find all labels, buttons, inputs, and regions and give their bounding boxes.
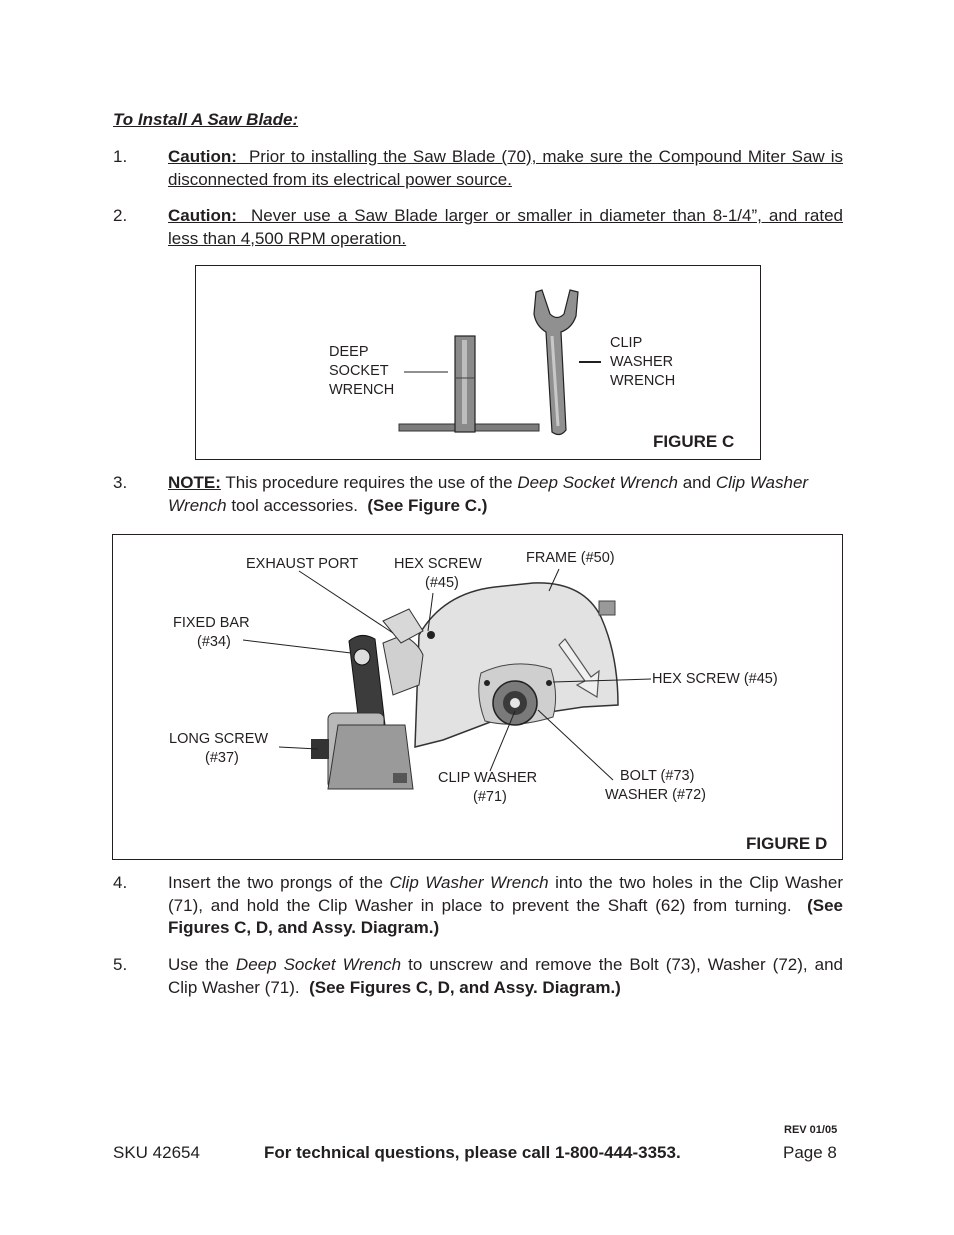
figure-d [112, 534, 843, 860]
figure-c-illustration [196, 266, 760, 459]
step-text-part: and [682, 473, 712, 492]
label-long-screw-1: LONG SCREW [169, 731, 269, 747]
clip-washer-wrench-icon [534, 290, 578, 435]
section-title: To Install A Saw Blade: [113, 110, 299, 129]
footer-page-number: Page 8 [783, 1143, 837, 1162]
label-fixed-bar-2: (#34) [197, 634, 231, 650]
step-text-part: into the two holes in the Clip Washer (71), and hold the Clip Washer in place to prevent the Shaft (62) from turning. [168, 873, 843, 915]
step-number: 5. [113, 955, 128, 974]
label-clip-washer-2: (#71) [473, 789, 507, 805]
label-hex-screw-right: HEX SCREW (#45) [652, 671, 778, 687]
figure-c-title: FIGURE C [653, 432, 735, 451]
label-clip-washer-2: WASHER [610, 354, 674, 370]
label-exhaust-port: EXHAUST PORT [246, 556, 359, 572]
step-number: 2. [113, 206, 128, 225]
caution-label: Caution: [168, 147, 237, 166]
step-text-part: to unscrew and remove the Bolt (73), Washer (72), and Clip Washer (71). [168, 955, 843, 997]
deep-socket-wrench-icon [399, 336, 539, 432]
caution-label: Caution: [168, 206, 237, 225]
step-text [168, 954, 843, 999]
tool-name: Deep Socket Wrench [517, 473, 678, 492]
caution-text: Never use a Saw Blade larger or smaller in diameter than 8-1/4”, and rated less than 4,500 RPM operation. [168, 206, 843, 248]
step-text-part: Use the [168, 955, 229, 974]
figure-d-illustration [113, 535, 842, 859]
label-clip-washer-1: CLIP WASHER [438, 770, 538, 786]
footer-phone: For technical questions, please call 1-800-444-3353. [264, 1143, 681, 1162]
caution-text: Prior to installing the Saw Blade (70), make sure the Compound Miter Saw is disconnected from its electrical power source. [168, 147, 843, 189]
label-clip-washer-3: WRENCH [610, 373, 676, 389]
tool-name: Clip Washer Wrench [389, 873, 549, 892]
label-deep-socket-2: SOCKET [329, 363, 389, 379]
note-label: NOTE: [168, 473, 221, 492]
step-text-part: This procedure requires the use of the [225, 473, 513, 492]
label-washer: WASHER (#72) [605, 787, 706, 803]
label-fixed-bar-1: FIXED BAR [173, 615, 250, 631]
saw-head-icon [311, 583, 618, 789]
label-bolt: BOLT (#73) [620, 768, 695, 784]
step-text [168, 146, 843, 191]
tool-name: Deep Socket Wrench [235, 955, 402, 974]
label-hex-screw-top-2: (#45) [425, 575, 459, 591]
figure-d-title: FIGURE D [746, 834, 828, 853]
figure-reference: (See Figures C, D, and Assy. Diagram.) [168, 895, 843, 937]
label-clip-washer-1: CLIP [610, 335, 643, 351]
label-long-screw-2: (#37) [205, 750, 239, 766]
figure-reference: (See Figures C, D, and Assy. Diagram.) [309, 977, 621, 997]
step-number: 3. [113, 473, 128, 492]
step-text-part: Insert the two prongs of the [168, 873, 383, 892]
leader-bolt [538, 710, 613, 780]
label-deep-socket-3: WRENCH [329, 382, 395, 398]
step-text-part: tool accessories. [231, 495, 358, 515]
leader-exhaust-port [299, 571, 393, 633]
footer-sku: SKU 42654 [113, 1143, 200, 1162]
label-frame: FRAME (#50) [526, 550, 615, 566]
label-deep-socket-1: DEEP [329, 344, 369, 360]
leader-fixed-bar [243, 640, 351, 653]
step-number: 4. [113, 873, 128, 892]
label-hex-screw-top-1: HEX SCREW [394, 556, 482, 572]
step-text [168, 872, 843, 940]
revision-label: REV 01/05 [784, 1124, 838, 1136]
tool-name: Clip Washer Wrench [168, 473, 809, 515]
figure-reference: (See Figure C.) [367, 495, 488, 515]
step-text [168, 472, 843, 517]
figure-c [195, 265, 761, 460]
step-text [168, 205, 843, 250]
step-number: 1. [113, 147, 128, 166]
